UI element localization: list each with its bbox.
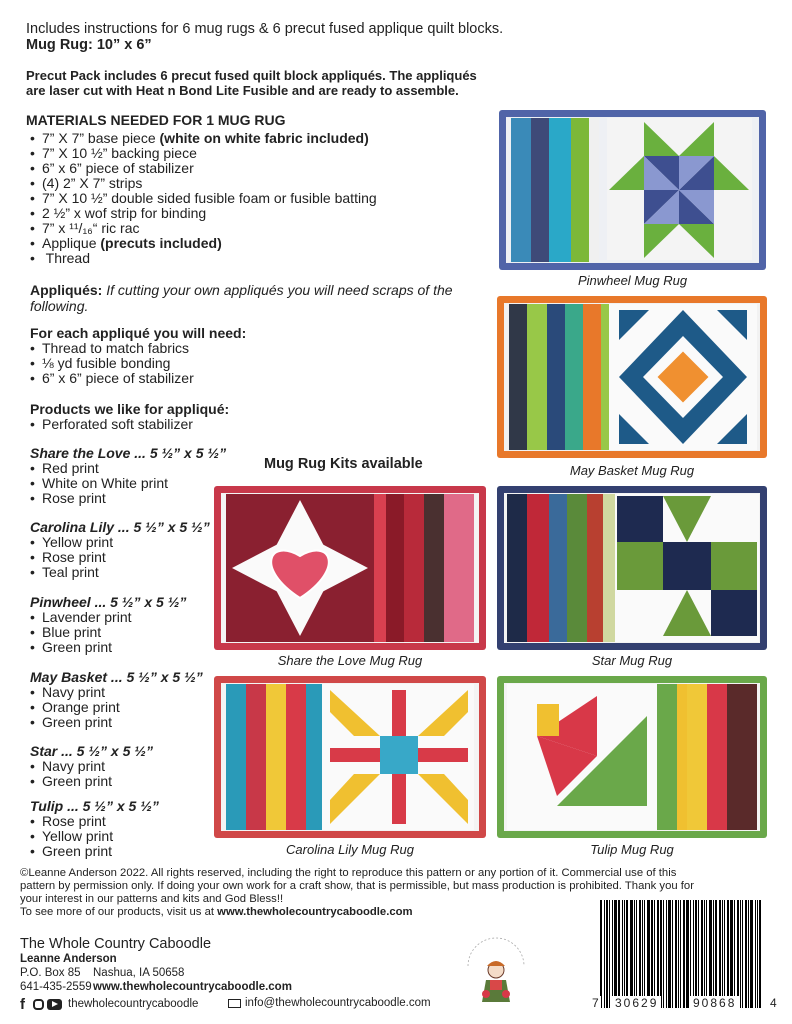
block-4: [30, 744, 153, 789]
list-item-text: 2 ½” x wof strip for binding: [42, 205, 207, 221]
pinwheel-mug-rug-photo: [499, 110, 766, 270]
list-item: [30, 131, 377, 146]
barcode-bar: [680, 900, 681, 1008]
barcode-bar: [651, 900, 653, 1008]
share-the-love-mug-rug-photo: [214, 486, 486, 650]
list-item: [30, 221, 377, 236]
tulip-caption: Tulip Mug Rug: [590, 842, 674, 857]
barcode-bar: [622, 900, 623, 1008]
pinwheel-quilt-image: [499, 110, 766, 270]
block-fabric-list: [30, 535, 210, 580]
mug-rug-size: Mug Rug: 10” x 6”: [26, 37, 152, 53]
block-title: Carolina Lily ... 5 ½” x 5 ½”: [30, 519, 210, 535]
list-item: [30, 146, 377, 161]
list-item: [30, 161, 377, 176]
block-fabric-list: [30, 759, 153, 789]
appliques-text-2: following.: [30, 297, 89, 314]
list-item-text: 7” X 10 ½” double sided fusible foam or fusible batting: [42, 190, 377, 206]
copyright-line-1: ©Leanne Anderson 2022. All rights reserved, including the right to reproduce this pattern or any portion of it. Commercial use of this: [20, 867, 677, 879]
block-1: [30, 520, 210, 580]
barcode-group-2: 90868: [690, 996, 739, 1010]
barcode-bar: [642, 900, 643, 1008]
barcode-bar: [654, 900, 655, 1008]
list-item-text: Red print: [42, 460, 99, 476]
barcode-bar: [704, 900, 705, 1008]
block-title: Share the Love ... 5 ½” x 5 ½”: [30, 445, 227, 461]
barcode-bar: [618, 900, 620, 1008]
list-item-text: (4) 2” X 7” strips: [42, 175, 143, 191]
email-block: [228, 997, 431, 1009]
list-item: [30, 844, 159, 859]
tulip-mug-rug-photo: [497, 676, 767, 838]
list-item-text: Thread to match fabrics: [42, 340, 190, 356]
envelope-icon: [228, 999, 241, 1008]
pinwheel-caption: Pinwheel Mug Rug: [577, 273, 688, 288]
barcode-bar: [626, 900, 628, 1008]
block-fabric-list: [30, 610, 186, 655]
list-item-text: Yellow print: [42, 828, 114, 844]
kits-title: Mug Rug Kits available: [264, 456, 423, 472]
appliques-label: Appliqués:: [30, 282, 103, 298]
star-quilt-image: [497, 486, 767, 650]
list-item: [30, 206, 377, 221]
barcode-bar: [663, 900, 664, 1008]
barcode-bar: [606, 900, 608, 1008]
list-item: [30, 191, 377, 206]
barcode-bar: [630, 900, 633, 1008]
social-handle[interactable]: thewholecountrycaboodle: [68, 998, 199, 1010]
products-list: [30, 417, 193, 432]
block-title: Star ... 5 ½” x 5 ½”: [30, 743, 153, 759]
company-person: Leanne Anderson: [20, 953, 117, 965]
barcode-bar: [624, 900, 625, 1008]
barcode-bar: [634, 900, 635, 1008]
block-fabric-list: [30, 814, 159, 859]
barcode-digit-2: 4: [770, 996, 777, 1010]
barcode-bar: [678, 900, 679, 1008]
barcode-bar: [657, 900, 659, 1008]
list-item: [30, 491, 226, 506]
may-basket-quilt-image: [497, 296, 767, 458]
barcode-bar: [666, 900, 667, 1008]
company-phone: 641-435-2559: [20, 981, 92, 993]
barcode-bar: [604, 900, 605, 1008]
list-item: [30, 565, 210, 580]
carolina-lily-caption: Carolina Lily Mug Rug: [286, 842, 414, 857]
barcode-bar: [713, 900, 714, 1008]
list-item: [30, 640, 186, 655]
barcode-bar: [740, 900, 741, 1008]
list-item-text: 7” X 7” base piece: [42, 130, 160, 146]
list-item-text: Blue print: [42, 624, 102, 640]
list-item: [30, 417, 193, 432]
list-item-text: Orange print: [42, 699, 120, 715]
list-item-text: Rose print: [42, 549, 106, 565]
list-item: [30, 476, 226, 491]
carolina-lily-quilt-image: [214, 676, 486, 838]
barcode-bar: [600, 900, 602, 1008]
youtube-icon[interactable]: [47, 999, 62, 1010]
list-item-text: Green print: [42, 773, 113, 789]
company-name: The Whole Country Caboodle: [20, 936, 212, 952]
list-item-text: Green print: [42, 714, 113, 730]
list-item-text: Applique: [42, 235, 101, 251]
list-item: [30, 829, 159, 844]
barcode-bar: [612, 900, 613, 1008]
appliques-text: If cutting your own appliqués you will need scraps of the: [102, 282, 453, 298]
star-caption: Star Mug Rug: [591, 653, 673, 668]
block-5: [30, 799, 159, 859]
barcode-bar: [709, 900, 712, 1008]
barcode-bar: [609, 900, 610, 1008]
barcode-bar: [730, 900, 733, 1008]
precut-line-2: are laser cut with Heat n Bond Lite Fusible and are ready to assemble.: [26, 83, 459, 98]
list-item-text: ⅛ yd fusible bonding: [42, 355, 171, 371]
barcode-bar: [759, 900, 761, 1008]
block-2: [30, 595, 186, 655]
block-0: [30, 446, 226, 506]
email-address[interactable]: info@thewholecountrycaboodle.com: [245, 997, 431, 1009]
each-list: [30, 341, 194, 386]
list-item: [30, 251, 377, 266]
social-icons: [20, 996, 198, 1012]
caboodle-logo: [456, 936, 536, 1016]
list-item-text: Perforated soft stabilizer: [42, 416, 193, 432]
list-item-text: Teal print: [42, 564, 99, 580]
block-title: May Basket ... 5 ½” x 5 ½”: [30, 669, 203, 685]
logo-girl-icon: [456, 936, 536, 1016]
barcode-bar: [742, 900, 743, 1008]
barcode-bar: [693, 900, 694, 1008]
barcode-bar: [719, 900, 721, 1008]
may-basket-mug-rug-photo: [497, 296, 767, 458]
block-3: [30, 670, 203, 730]
barcode-bar: [683, 900, 685, 1008]
barcode-bar: [727, 900, 729, 1008]
barcode-bar: [639, 900, 641, 1008]
barcode-bar: [690, 900, 691, 1008]
materials-heading: MATERIALS NEEDED FOR 1 MUG RUG: [26, 112, 286, 128]
may-basket-caption: May Basket Mug Rug: [569, 463, 695, 478]
precut-line-1: Precut Pack includes 6 precut fused quilt block appliqués. The appliqués: [26, 68, 477, 83]
list-item: [30, 356, 194, 371]
share-the-love-quilt-image: [214, 486, 486, 650]
list-item: [30, 814, 159, 829]
list-item: [30, 371, 194, 386]
barcode-bar: [748, 900, 749, 1008]
barcode-bar: [734, 900, 735, 1008]
list-item: [30, 700, 203, 715]
list-item-text: Thread: [42, 250, 90, 266]
barcode-bar: [737, 900, 739, 1008]
list-item-text: 6” x 6” piece of stabilizer: [42, 160, 194, 176]
barcode-bar: [660, 900, 662, 1008]
block-fabric-list: [30, 461, 226, 506]
list-item-text: White on White print: [42, 475, 169, 491]
list-item: [30, 685, 203, 700]
materials-list: [30, 131, 377, 266]
company-city: Nashua, IA 50658: [93, 967, 185, 979]
barcode-bar: [701, 900, 703, 1008]
barcode-bar: [647, 900, 650, 1008]
barcode-bar: [695, 900, 697, 1008]
list-item: [30, 550, 210, 565]
list-item-text: 7” x ¹¹/₁₆“ ric rac: [42, 220, 140, 236]
barcode-bar: [644, 900, 645, 1008]
block-title: Pinwheel ... 5 ½” x 5 ½”: [30, 594, 187, 610]
list-item-text: Navy print: [42, 758, 106, 774]
list-item-text: Navy print: [42, 684, 106, 700]
carolina-lily-mug-rug-photo: [214, 676, 486, 838]
block-fabric-list: [30, 685, 203, 730]
facebook-icon[interactable]: f: [20, 995, 25, 1013]
list-item-text: Yellow print: [42, 534, 114, 550]
barcode-bars: [600, 900, 763, 1008]
barcode-bar: [686, 900, 689, 1008]
list-item: [30, 461, 226, 476]
copyright-line-2: pattern by permission only. If doing your own work for a craft show, that is permissible, but mass production is prohibited. Thank you for: [20, 880, 694, 892]
list-item: [30, 535, 210, 550]
barcode-bar: [614, 900, 617, 1008]
list-item-text: Rose print: [42, 813, 106, 829]
barcode-bar: [745, 900, 747, 1008]
list-item: [30, 236, 377, 251]
list-item-text: Green print: [42, 843, 113, 859]
barcode: [590, 900, 780, 1018]
company-po: P.O. Box 85: [20, 967, 81, 979]
list-item-text: Green print: [42, 639, 113, 655]
list-item: [30, 610, 186, 625]
share-the-love-caption: Share the Love Mug Rug: [277, 653, 423, 668]
barcode-bar: [706, 900, 707, 1008]
list-item-text: 6” x 6” piece of stabilizer: [42, 370, 194, 386]
barcode-bar: [668, 900, 671, 1008]
barcode-bar: [675, 900, 677, 1008]
barcode-bar: [757, 900, 758, 1008]
tulip-quilt-image: [497, 676, 767, 838]
block-title: Tulip ... 5 ½” x 5 ½”: [30, 798, 159, 814]
barcode-bar: [715, 900, 717, 1008]
website-link[interactable]: www.thewholecountrycaboodle.com: [217, 906, 413, 918]
list-item-emphasis: (precuts included): [100, 235, 222, 251]
list-item: [30, 625, 186, 640]
copyright-line-3: your interest in our patterns and kits and God Bless!!: [20, 893, 284, 905]
list-item: [30, 715, 203, 730]
barcode-group-1: 30629: [612, 996, 661, 1010]
list-item: [30, 176, 377, 191]
barcode-bar: [636, 900, 637, 1008]
barcode-bar: [724, 900, 725, 1008]
barcode-bar: [755, 900, 756, 1008]
instagram-icon[interactable]: [33, 999, 44, 1010]
copyright-line-4: To see more of our products, visit us at: [20, 906, 218, 918]
each-heading: For each appliqué you will need:: [30, 325, 247, 341]
appliques-note: [30, 283, 500, 314]
barcode-bar: [750, 900, 753, 1008]
barcode-bar: [722, 900, 723, 1008]
list-item: [30, 341, 194, 356]
list-item-emphasis: (white on white fabric included): [159, 130, 369, 146]
list-item: [30, 774, 153, 789]
list-item: [30, 759, 153, 774]
list-item-text: 7” X 10 ½” backing piece: [42, 145, 197, 161]
star-mug-rug-photo: [497, 486, 767, 650]
barcode-bar: [698, 900, 699, 1008]
barcode-bar: [672, 900, 673, 1008]
list-item-text: Rose print: [42, 490, 106, 506]
products-heading: Products we like for appliqué:: [30, 401, 230, 417]
list-item-text: Lavender print: [42, 609, 132, 625]
intro-line: Includes instructions for 6 mug rugs & 6 precut fused applique quilt blocks.: [26, 21, 504, 37]
company-site[interactable]: www.thewholecountrycaboodle.com: [93, 981, 292, 993]
barcode-digit-1: 7: [592, 996, 599, 1010]
